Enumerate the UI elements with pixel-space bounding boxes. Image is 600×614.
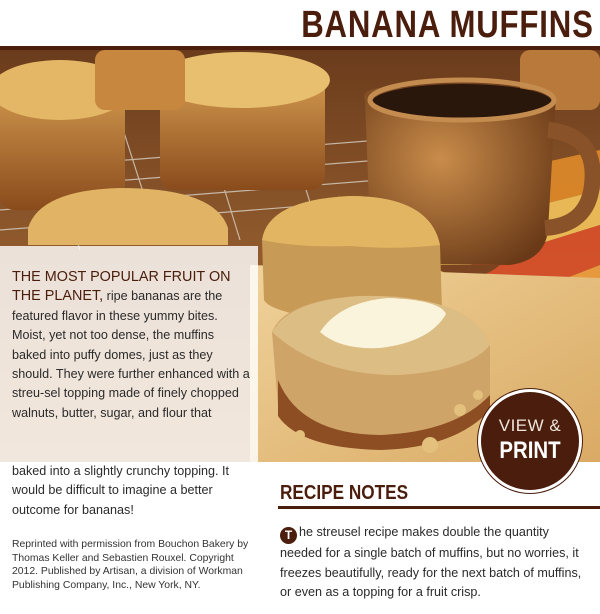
recipe-notes-rule xyxy=(278,506,600,509)
recipe-notes-text xyxy=(280,523,594,603)
view-print-bottom-label: PRINT xyxy=(499,437,561,464)
recipe-notes-heading: RECIPE NOTES xyxy=(280,482,409,504)
header xyxy=(0,0,600,50)
dropcap-badge: T xyxy=(280,527,297,544)
view-print-button[interactable] xyxy=(481,392,579,490)
intro-body: ripe bananas are the featured flavor in these yummy bites. Moist, yet not too dense, the muffins baked into puffy domes, just as they should. They were further enhanced with a streu-sel topping made of finely chopped walnuts, butter, sugar, and flour that xyxy=(12,289,250,420)
page-title: BANANA MUFFINS xyxy=(301,4,594,46)
view-print-top-label: VIEW & xyxy=(498,416,562,435)
recipe-notes-body: he streusel recipe makes double the quantity needed for a single batch of muffins, but no worries, it freezes beautifully, ready for the next batch of muffins, or even as a topping for a fruit crisp. xyxy=(280,525,582,600)
credit-text: Reprinted with permission from Bouchon Bakery by Thomas Keller and Sebastien Rouxel. Copyright 2012. Published by Artisan, a division of Workman Publishing Company, Inc., New York, NY. xyxy=(12,539,249,591)
intro-paragraph xyxy=(12,268,250,423)
intro-lead: THE MOST POPULAR FRUIT ON THE PLANET, xyxy=(12,269,231,305)
intro-paragraph-continued: baked into a slightly crunchy topping. It would be difficult to imagine a better outcome for bananas! xyxy=(12,464,230,517)
